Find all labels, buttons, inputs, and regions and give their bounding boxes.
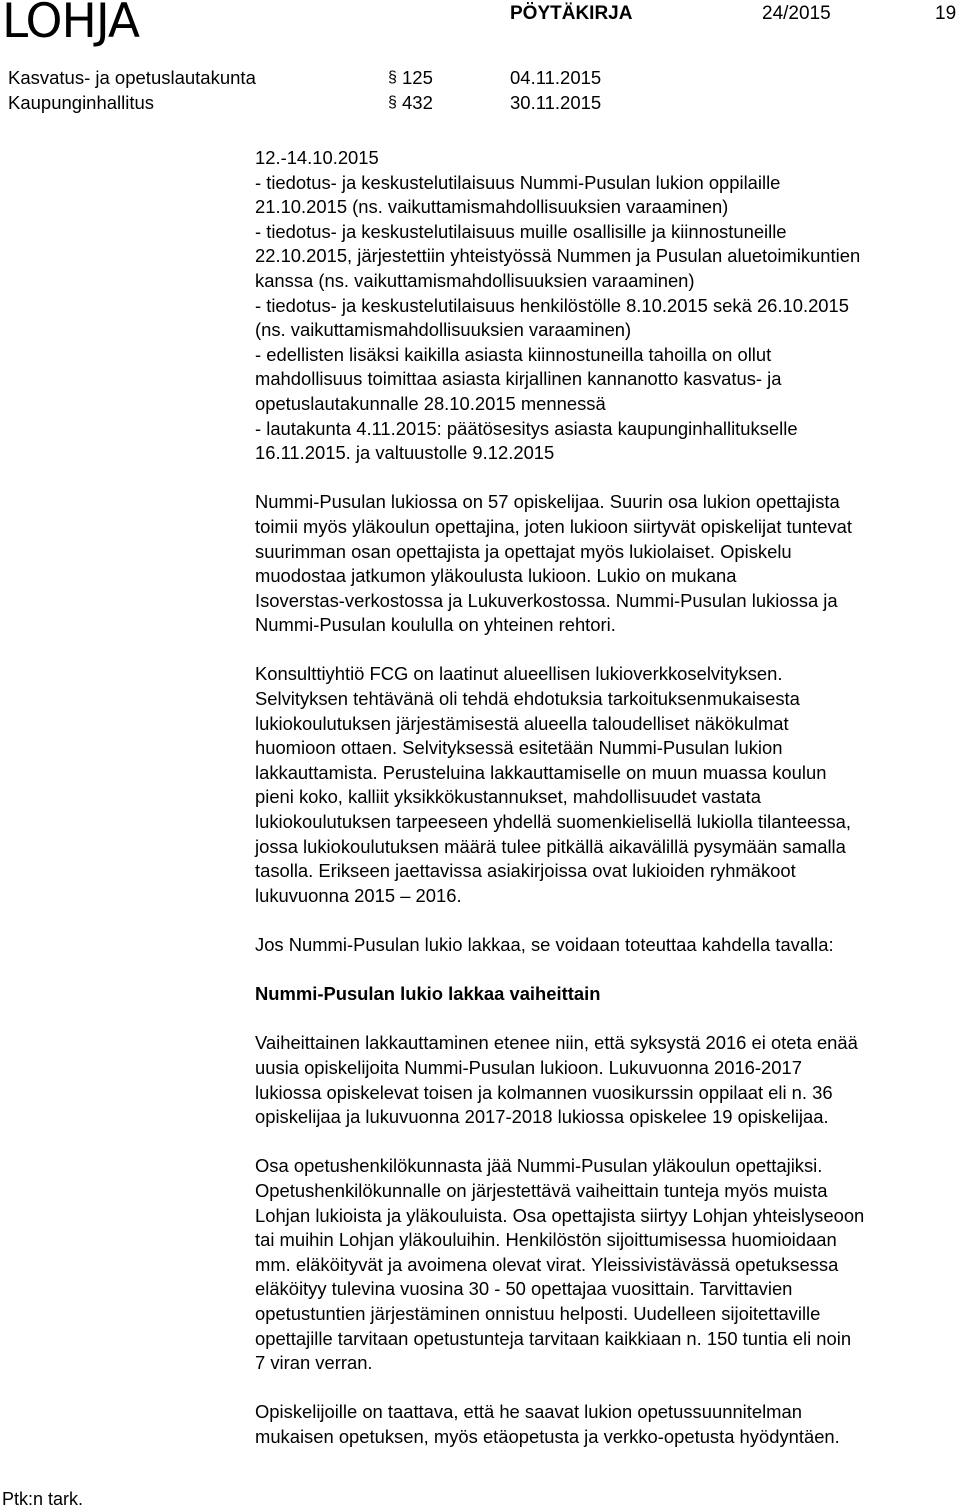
lohja-logo: LOHJA	[2, 0, 140, 49]
section-number: 432	[402, 92, 433, 113]
reference-row-board	[8, 66, 948, 90]
meeting-date: 04.11.2015	[510, 67, 602, 88]
gradual-closure-paragraph: Vaiheittainen lakkauttaminen etenee niin, että syksystä 2016 ei oteta enää uusia opiskelijoita Nummi-Pusulan lukioon. Lukuvuonna 2016-2017 lukiossa opiskelevat toisen ja kolmannen vuosikurssin oppilaat eli n. 36 opiskelijaa ja lukuvuonna 2017-2018 lukiossa opiskelee 19 opiskelijaa.	[255, 1032, 858, 1128]
section-symbol: §	[388, 94, 397, 111]
page-number: 19	[935, 3, 957, 24]
reference-organ: Kasvatus- ja opetuslautakunta	[8, 67, 256, 88]
section-number: 125	[402, 67, 433, 88]
two-ways-paragraph: Jos Nummi-Pusulan lukio lakkaa, se voidaan toteuttaa kahdella tavalla:	[255, 934, 834, 955]
curriculum-paragraph: Opiskelijoille on taattava, että he saavat lukion opetussuunnitelman mukaisen opetuksen, myös etäopetusta ja verkko-opetusta hyödyntäen.	[255, 1401, 840, 1447]
fcg-report-paragraph: Konsulttiyhtiö FCG on laatinut alueellisen lukioverkkoselvityksen. Selvityksen tehtävänä oli tehdä ehdotuksia tarkoituksenmukaisesta lukiokoulutuksen järjestämisestä alueella taloudelliset näkökulmat huomioon ottaen. Selvityksessä esitetään Nummi-Pusulan lukion lakkauttamista. Perusteluina lakkauttamiselle on muun muassa koulun pieni koko, kalliit yksikkökustannukset, mahdollisuudet vastata lukiokoulutuksen tarpeeseen yhdellä suomenkielisellä lukiolla tilanteessa, jossa lukiokoulutuksen määrä tulee pitkällä aikavälillä pysymään samalla tasolla. Erikseen jaettavissa asiakirjoissa ovat lukioiden ryhmäkoot lukuvuonna 2015 – 2016.	[255, 663, 852, 906]
staff-paragraph: Osa opetushenkilökunnasta jää Nummi-Pusulan yläkoulun opettajiksi. Opetushenkilökunnalle on järjestettävä vaiheittain tunteja myös muista Lohjan lukioista ja yläkouluista. Osa opettajista siirtyy Lohjan yhteislyseoon tai muihin Lohjan yläkouluihin. Henkilöstön sijoittumisessa huomioidaan mm. eläköityvät ja avoimena olevat virat. Yleissivistävässä opetuksessa eläköityy tulevina vuosina 30 - 50 opettajaa vuosittain. Tarvittavien opetustuntien järjestäminen onnistuu helposti. Uudelleen sijoitettaville opettajille tarvitaan opetustunteja tarvitaan kaikkiaan n. 150 tuntia eli noin 7 viran verran.	[255, 1155, 865, 1374]
document-number: 24/2015	[762, 3, 831, 24]
meeting-date: 30.11.2015	[510, 92, 602, 113]
minutes-check-note: Ptk:n tark.	[2, 1489, 84, 1509]
document-type: PÖYTÄKIRJA	[510, 3, 633, 24]
section-heading: Nummi-Pusulan lukio lakkaa vaiheittain	[255, 983, 601, 1005]
minutes-body	[255, 146, 957, 1449]
reference-organ: Kaupunginhallitus	[8, 92, 155, 113]
timeline-paragraph: 12.-14.10.2015 - tiedotus- ja keskustelutilaisuus Nummi-Pusulan lukion oppilaille 21.10.2015 (ns. vaikuttamismahdollisuuksien varaaminen) - tiedotus- ja keskustelutilaisuus muille osallisille ja kiinnostuneille 22.10.2015, järjestettiin yhteistyössä Nummen ja Pusulan aluetoimikuntien kanssa (ns. vaikuttamismahdollisuuksien varaaminen) - tiedotus- ja keskustelutilaisuus henkilöstölle 8.10.2015 sekä 26.10.2015 (ns. vaikuttamismahdollisuuksien varaaminen) - edellisten lisäksi kaikilla asiasta kiinnostuneilla tahoilla on ollut mahdollisuus toimittaa asiasta kirjallinen kannanotto kasvatus- ja opetuslautakunnalle 28.10.2015 mennessä - lautakunta 4.11.2015: päätösesitys asiasta kaupunginhallitukselle 16.11.2015. ja valtuustolle 9.12.2015	[255, 147, 861, 464]
section-symbol: §	[388, 69, 397, 86]
students-paragraph: Nummi-Pusulan lukiossa on 57 opiskelijaa. Suurin osa lukion opettajista toimii myös yläkoulun opettajina, joten lukioon siirtyvät opiskelijat tuntevat suurimman osan opettajista ja opettajat myös lukiolaiset. Opiskelu muodostaa jatkumon yläkoulusta lukioon. Lukio on mukana Isoverstas-verkostossa ja Lukuverkostossa. Nummi-Pusulan lukiossa ja Nummi-Pusulan koululla on yhteinen rehtori.	[255, 491, 852, 636]
reference-row-city-board	[8, 91, 948, 115]
